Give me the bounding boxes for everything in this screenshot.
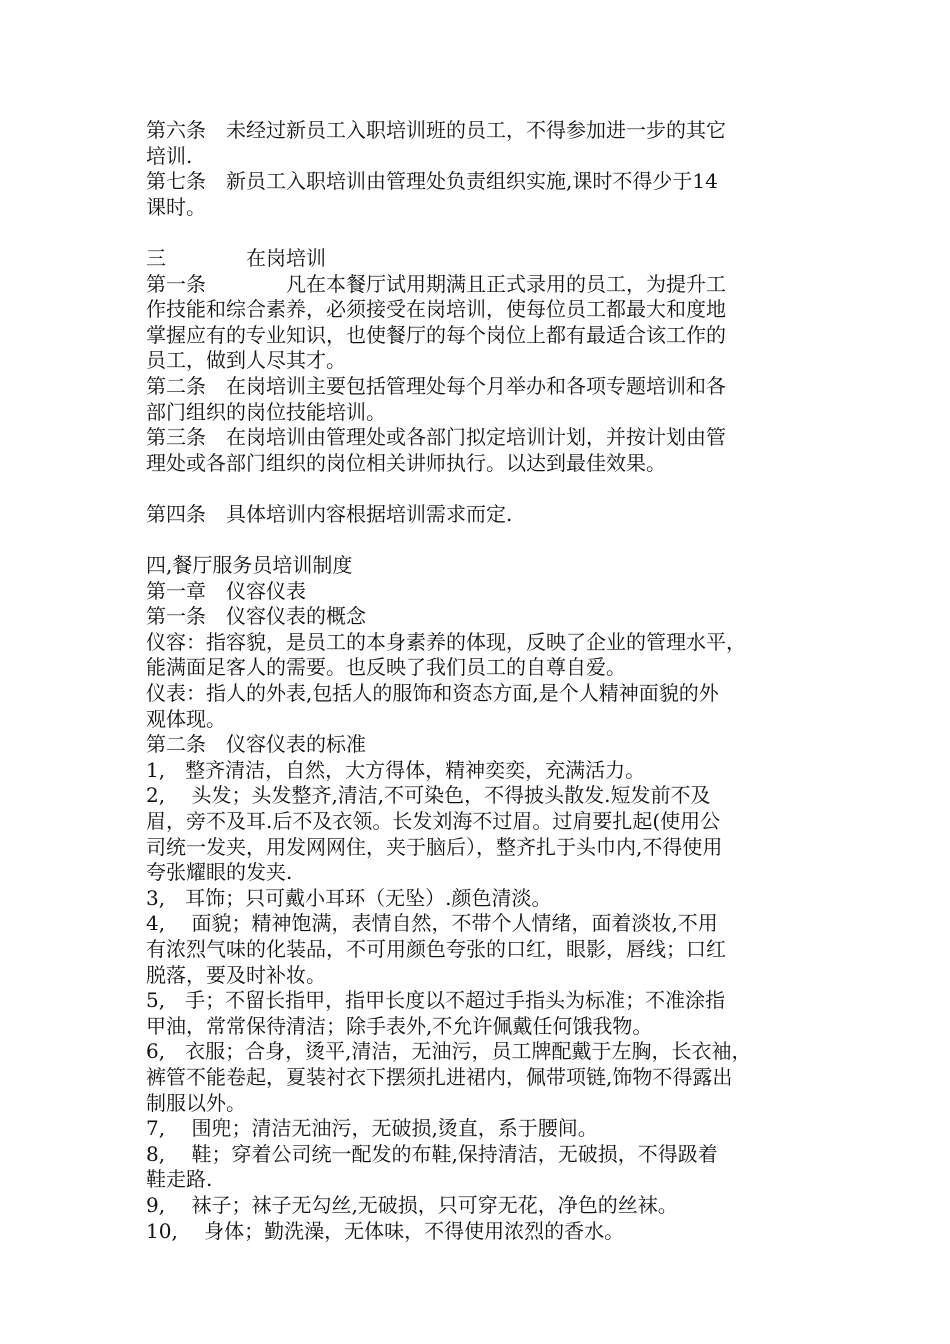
text-line: 三 在岗培训 [146,245,326,270]
blank-line [146,476,816,502]
text-line: 眉，旁不及耳.后不及衣领。长发刘海不过眉。过肩要扎起(使用公 [146,809,721,834]
document-body [146,118,816,1244]
text-line: 制服以外。 [146,1090,246,1115]
text-line: 7, 围兜；清洁无油污，无破损,烫直，系于腰间。 [146,1116,598,1141]
text-line: 观体现。 [146,706,226,731]
text-line: 第二条 在岗培训主要包括管理处每个月举办和各项专题培训和各 [146,373,726,398]
blank-line [146,220,816,246]
text-line: 作技能和综合素养，必须接受在岗培训，使每位员工都最大和度地 [146,297,726,322]
text-line: 6, 衣服；合身，烫平,清洁，无油污，员工牌配戴于左胸，长衣袖， [146,1039,752,1064]
text-line: 第六条 未经过新员工入职培训班的员工，不得参加进一步的其它 [146,118,726,142]
text-line: 第一条 仪容仪表的概念 [146,604,366,629]
text-line: 员工，做到人尽其才。 [146,348,346,373]
text-line: 8, 鞋；穿着公司统一配发的布鞋,保持清洁，无破损，不得趿着 [146,1141,718,1166]
text-line: 课时。 [146,194,206,219]
text-line: 甲油，常常保待清洁；除手表外,不允许佩戴任何饿我物。 [146,1013,653,1038]
text-line: 第七条 新员工入职培训由管理处负责组织实施,课时不得少于14 [146,169,718,194]
text-line: 第二条 仪容仪表的标准 [146,732,366,757]
text-line: 第一章 仪容仪表 [146,578,306,603]
text-line: 4, 面貌；精神饱满，表情自然，不带个人情绪，面着淡妆,不用 [146,911,718,936]
blank-line [146,528,816,554]
text-line: 四,餐厅服务员培训制度 [146,553,353,578]
text-line: 脱落，要及时补妆。 [146,962,326,987]
text-line: 部门组织的岗位技能培训。 [146,399,386,424]
text-line: 鞋走路. [146,1167,213,1192]
text-line: 10, 身体；勤洗澡，无体味，不得使用浓烈的香水。 [146,1218,625,1243]
text-line: 有浓烈气味的化装品，不可用颜色夸张的口红，眼影，唇线；口红 [146,937,726,961]
text-line: 掌握应有的专业知识，也使餐厅的每个岗位上都有最适合该工作的 [146,322,726,347]
text-line: 仪表：指人的外表,包括人的服饰和资态方面,是个人精神面貌的外 [146,681,719,706]
text-line: 2, 头发；头发整齐,清洁,不可染色，不得披头散发.短发前不及 [146,783,711,808]
text-line: 第四条 具体培训内容根据培训需求而定. [146,501,513,526]
text-line: 夸张耀眼的发夹. [146,860,293,885]
text-line: 1, 整齐清洁，自然，大方得体，精神奕奕，充满活力。 [146,757,646,782]
text-line: 第三条 在岗培训由管理处或各部门拟定培训计划，并按计划由管 [146,425,726,450]
text-line: 司统一发夹，用发网网住，夹于脑后），整齐扎于头巾内,不得使用 [146,834,723,859]
text-line: 3, 耳饰；只可戴小耳环（无坠）.颜色清淡。 [146,885,552,910]
text-line: 裤管不能卷起，夏装衬衣下摆须扎进裙内，佩带项链,饰物不得露出 [146,1064,733,1089]
text-line: 第一条 凡在本餐厅试用期满且正式录用的员工，为提升工 [146,271,726,296]
text-line: 培训. [146,143,193,168]
text-line: 9, 袜子；袜子无勾丝,无破损，只可穿无花，净色的丝袜。 [146,1192,678,1217]
text-line: 理处或各部门组织的岗位相关讲师执行。以达到最佳效果。 [146,450,666,475]
text-line: 仪容：指容貌，是员工的本身素养的体现，反映了企业的管理水平， [146,629,746,654]
text-line: 能满面足客人的需要。也反映了我们员工的自尊自爱。 [146,655,626,680]
text-line: 5, 手；不留长指甲，指甲长度以不超过手指头为标准；不准涂指 [146,988,726,1013]
